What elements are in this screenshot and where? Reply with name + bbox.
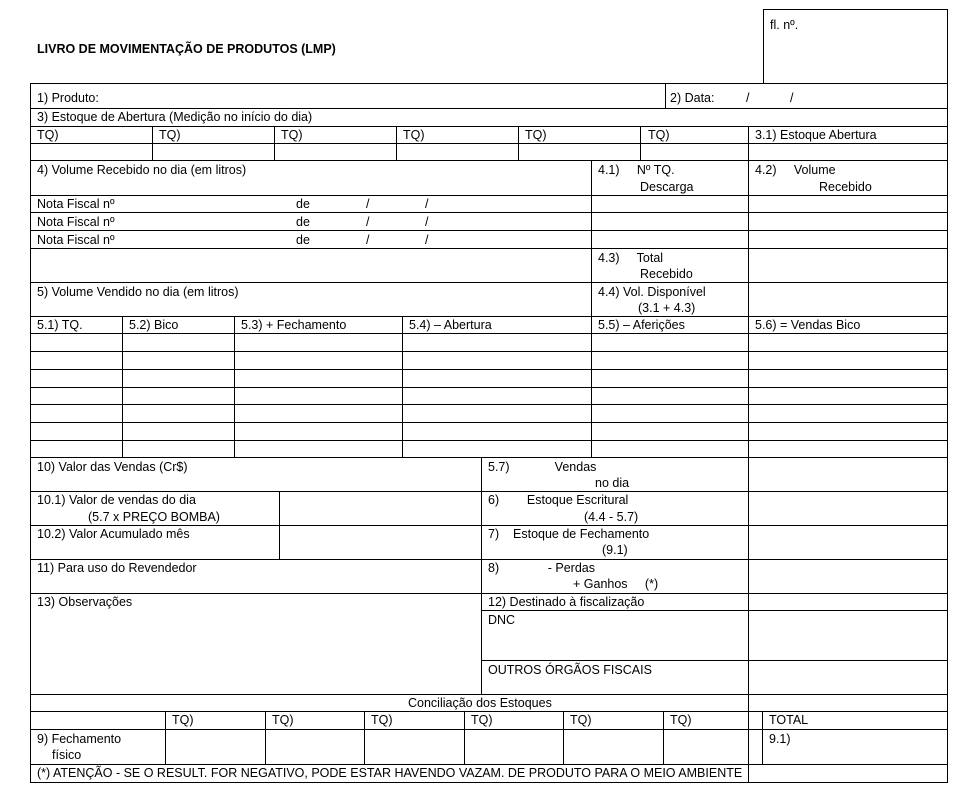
nota-fiscal-separator: / [366, 233, 370, 247]
column-header-abertura: 5.4) – Abertura [409, 318, 492, 332]
total-recebido-label: Recebido [640, 267, 693, 281]
fiscalizacao-label: 12) Destinado à fiscalização [488, 595, 645, 609]
nota-fiscal-de: de [296, 233, 310, 247]
dnc-label: DNC [488, 613, 516, 627]
ganhos-label: + Ganhos (*) [573, 577, 659, 591]
volume-vendido-section: 5) Volume Vendido no dia (em litros) [37, 285, 239, 299]
fechamento-fisico-label: físico [52, 748, 82, 762]
folio-label: fl. nº. [770, 18, 799, 32]
nota-fiscal-label: Nota Fiscal nº [37, 215, 115, 229]
column-header-fechamento: 5.3) + Fechamento [241, 318, 347, 332]
conciliacao-section: Conciliação dos Estoques [408, 696, 552, 710]
vendas-dia-label: no dia [595, 476, 630, 490]
valor-dia-label: 10.1) Valor de vendas do dia [37, 493, 196, 507]
column-header-tq: 5.1) TQ. [37, 318, 83, 332]
nota-fiscal-de: de [296, 197, 310, 211]
form-title: LIVRO DE MOVIMENTAÇÃO DE PRODUTOS (LMP) [37, 42, 336, 56]
tank-label: TQ) [570, 713, 592, 727]
vol-disponivel-label: 4.4) Vol. Disponível [598, 285, 706, 299]
vendas-dia-label: 5.7) Vendas [488, 460, 597, 474]
total-ref-label: 9.1) [769, 732, 791, 746]
volume-recebido-label: Recebido [819, 180, 872, 194]
column-header-bico: 5.2) Bico [129, 318, 179, 332]
tank-label: TQ) [37, 128, 59, 142]
tank-label: TQ) [471, 713, 493, 727]
nota-fiscal-label: Nota Fiscal nº [37, 197, 115, 211]
estoque-fechamento-label: (9.1) [602, 543, 628, 557]
vol-disponivel-label: (3.1 + 4.3) [638, 301, 696, 315]
nota-fiscal-label: Nota Fiscal nº [37, 233, 115, 247]
nota-fiscal-separator: / [366, 197, 370, 211]
uso-revendedor-label: 11) Para uso do Revendedor [37, 561, 197, 575]
tq-descarga-label: 4.1) Nº TQ. [598, 163, 675, 177]
data-separator: / [790, 91, 794, 105]
nota-fiscal-separator: / [425, 233, 429, 247]
perdas-label: 8) - Perdas [488, 561, 595, 575]
tank-label: TQ) [525, 128, 547, 142]
footer-warning: (*) ATENÇÃO - SE O RESULT. FOR NEGATIVO, PODE ESTAR HAVENDO VAZAM. DE PRODUTO PARA O MEIO AMBIENTE [37, 766, 743, 780]
tank-label: TQ) [403, 128, 425, 142]
tank-label: TQ) [272, 713, 294, 727]
nota-fiscal-separator: / [425, 197, 429, 211]
volume-recebido-section: 4) Volume Recebido no dia (em litros) [37, 163, 247, 177]
tank-label: TQ) [371, 713, 393, 727]
estoque-abertura-section: 3) Estoque de Abertura (Medição no início do dia) [37, 110, 313, 124]
fechamento-fisico-label: 9) Fechamento [37, 732, 122, 746]
total-recebido-label: 4.3) Total [598, 251, 664, 265]
estoque-fechamento-label: 7) Estoque de Fechamento [488, 527, 650, 541]
volume-recebido-label: 4.2) Volume [755, 163, 836, 177]
valor-acumulado-label: 10.2) Valor Acumulado mês [37, 527, 190, 541]
observacoes-label: 13) Observações [37, 595, 133, 609]
column-header-vendas-bico: 5.6) = Vendas Bico [755, 318, 861, 332]
tq-descarga-label: Descarga [640, 180, 694, 194]
tank-label: TQ) [281, 128, 303, 142]
nota-fiscal-separator: / [366, 215, 370, 229]
estoque-escritural-label: 6) Estoque Escritural [488, 493, 629, 507]
nota-fiscal-de: de [296, 215, 310, 229]
outros-orgaos-label: OUTROS ÓRGÃOS FISCAIS [488, 663, 652, 677]
conciliacao-total-label: TOTAL [769, 713, 809, 727]
produto-label: 1) Produto: [37, 91, 99, 105]
valor-vendas-label: 10) Valor das Vendas (Cr$) [37, 460, 188, 474]
data-label: 2) Data: [670, 91, 715, 105]
tank-label: TQ) [159, 128, 181, 142]
nota-fiscal-separator: / [425, 215, 429, 229]
valor-dia-label: (5.7 x PREÇO BOMBA) [88, 510, 220, 524]
tank-label: TQ) [670, 713, 692, 727]
column-header-afericoes: 5.5) – Aferições [598, 318, 685, 332]
estoque-abertura-total-label: 3.1) Estoque Abertura [755, 128, 877, 142]
data-separator: / [746, 91, 750, 105]
estoque-escritural-label: (4.4 - 5.7) [584, 510, 639, 524]
tank-label: TQ) [172, 713, 194, 727]
tank-label: TQ) [648, 128, 670, 142]
